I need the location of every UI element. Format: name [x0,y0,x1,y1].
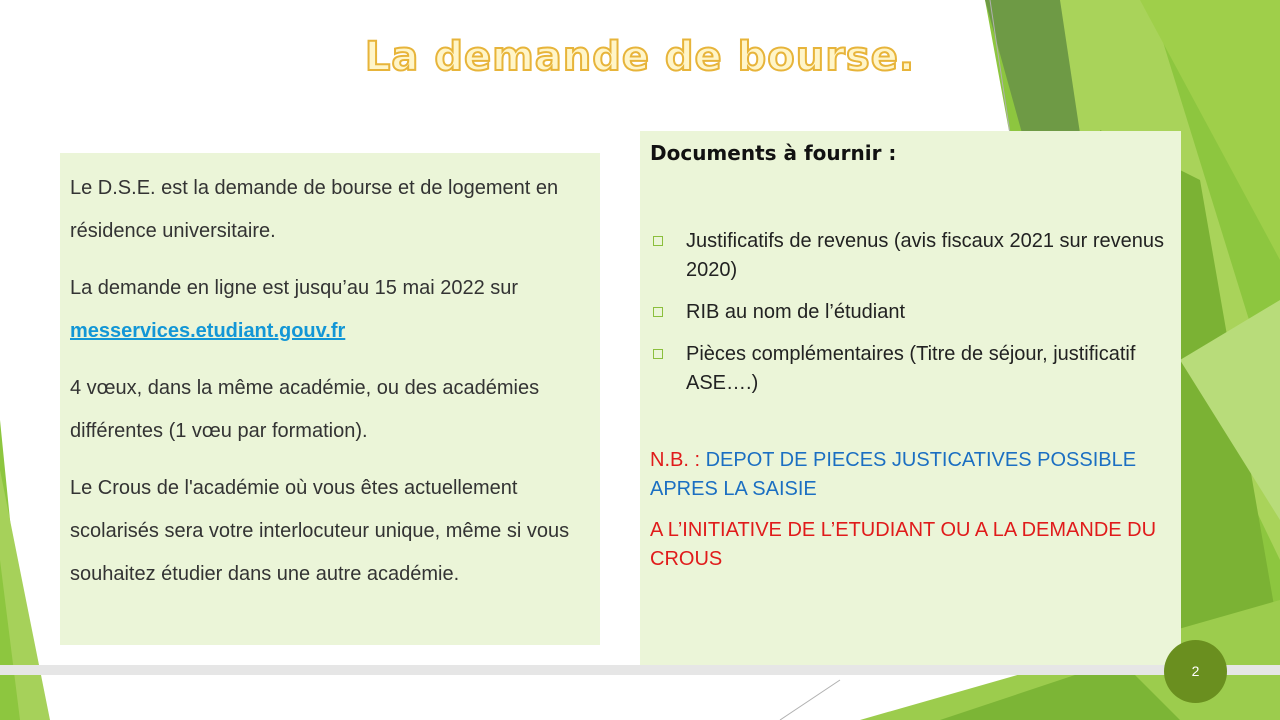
nb-text: DEPOT DE PIECES JUSTICATIVES POSSIBLE APRES LA SAISIE [650,449,1137,500]
nb-text-secondary: A L’INITIATIVE DE L’ETUDIANT OU A LA DEMANDE DU CROUS [650,519,1157,570]
paragraph-voeux: 4 vœux, dans la même académie, ou des académies différentes (1 vœu par formation). [70,377,540,442]
checkbox-bullet-icon [653,349,663,359]
paragraph-deadline [70,267,590,353]
checkbox-bullet-icon [653,236,663,246]
documents-list [650,227,1171,398]
documents-panel [640,131,1181,665]
paragraph-crous: Le Crous de l'académie où vous êtes actuellement scolarisés sera votre interlocuteur unique, même si vous souhaitez étudier dans une autre académie. [70,477,570,585]
deadline-text: La demande en ligne est jusqu’au 15 mai 2022 sur [70,277,519,299]
documents-heading: Documents à fournir : [650,141,897,165]
nb-note [650,446,1171,504]
checkbox-bullet-icon [653,307,663,317]
list-item: Justificatifs de revenus (avis fiscaux 2021 sur revenus 2020) [650,227,1171,285]
slide-title: La demande de bourse. [364,34,916,80]
paragraph-dse: Le D.S.E. est la demande de bourse et de logement en résidence universitaire. [70,177,559,242]
list-item: Pièces complémentaires (Titre de séjour, justificatif ASE….) [650,340,1171,398]
nb-label: N.B. : [650,449,701,471]
list-item: RIB au nom de l’étudiant [650,298,1171,327]
info-panel [60,153,600,645]
page-number-badge: 2 [1164,640,1227,703]
messervices-link[interactable]: messervices.etudiant.gouv.fr [70,320,346,342]
